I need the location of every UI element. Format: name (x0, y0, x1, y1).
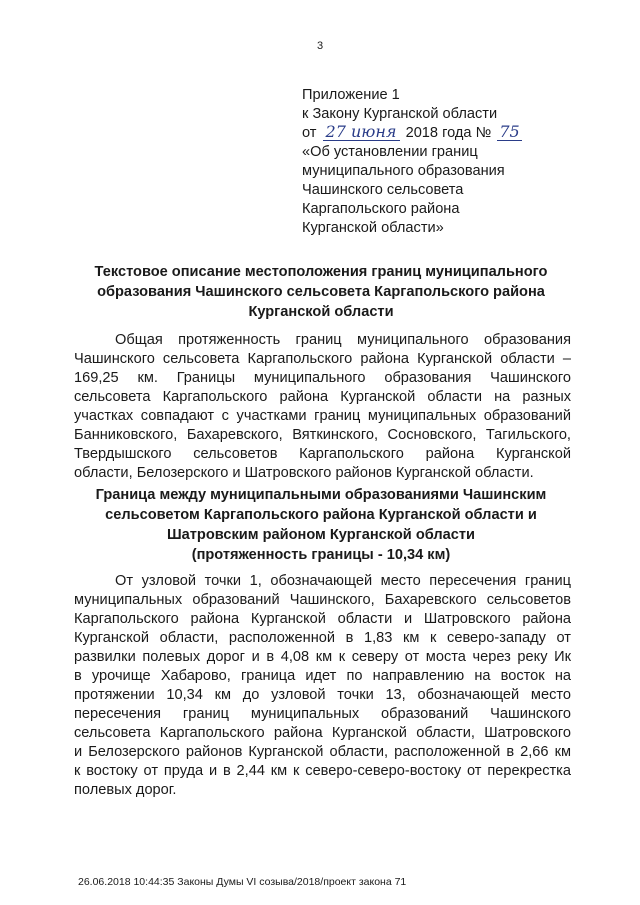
appendix-law-title-3: Чашинского сельсовета (302, 182, 464, 198)
document-footer: 26.06.2018 10:44:35 Законы Думы VI созыва/2018/проект закона 71 (78, 876, 407, 888)
paragraph-line: в урочище Хабарово, граница идет по направлению на восток на (74, 668, 571, 684)
section-title (78, 485, 564, 565)
appendix-law-title-1: «Об установлении границ (302, 144, 478, 160)
appendix-title: Приложение 1 (302, 87, 400, 103)
section-title-line: сельсоветом Каргапольского района Курганской области и (105, 507, 537, 523)
paragraph-line: области, Белозерского и Шатровского районов Курганской области. (74, 465, 534, 481)
handwritten-law-number: 75 (499, 122, 520, 141)
paragraph-line: Каргапольского района Курганской области и Шатровского района (74, 611, 571, 627)
paragraph-line: участках совпадают с участками границ муниципальных образований (74, 408, 571, 424)
paragraph-line: Общая протяженность границ муниципального образования (115, 332, 571, 348)
year-label: 2018 года № (405, 125, 492, 141)
from-label: от (302, 125, 317, 141)
appendix-date-line (302, 124, 602, 143)
paragraph-line: к востоку от пруда и в 2,44 км к северо-северо-востоку от перекрестка (74, 763, 571, 779)
paragraph-line: Курганской области, расположенной в 1,83 км к северо-западу от (74, 630, 571, 646)
paragraph-line: Твердышского сельсоветов Каргапольского района Курганской (74, 446, 571, 462)
section-title-line: (протяженность границы - 10,34 км) (191, 547, 451, 563)
paragraph-line: От узловой точки 1, обозначающей место пересечения границ (115, 573, 571, 589)
paragraph-line: 169,25 км. Границы муниципального образования Чашинского (74, 370, 571, 386)
appendix-law-title-4: Каргапольского района (302, 201, 460, 217)
appendix-law-title-5: Курганской области» (302, 220, 444, 236)
appendix-law-reference: к Закону Курганской области (302, 106, 498, 122)
paragraph-line: и Белозерского районов Курганской области, расположенной в 2,66 км (74, 744, 571, 760)
appendix-header (302, 86, 602, 238)
paragraph-line: пересечения границ муниципальных образований Чашинского (74, 706, 571, 722)
handwritten-date: 27 июня (323, 124, 400, 141)
paragraph-boundary-description (74, 572, 571, 800)
paragraph-total-length (74, 331, 571, 483)
main-title (78, 262, 564, 322)
page-number: 3 (316, 40, 324, 52)
paragraph-line: Чашинского сельсовета Каргапольского района Курганской области – (74, 351, 571, 367)
main-title-line: Курганской области (248, 304, 394, 320)
paragraph-line: протяжении 10,34 км до узловой точки 13, обозначающей место (74, 687, 571, 703)
section-title-line: Шатровским районом Курганской области (166, 527, 476, 543)
paragraph-line: сельсовета Каргапольского района Курганской области на разных (74, 389, 571, 405)
main-title-line: образования Чашинского сельсовета Каргапольского района (97, 284, 545, 300)
paragraph-line: развилки полевых дорог и в 4,08 км к северу от моста через реку Ик (74, 649, 571, 665)
section-title-line: Граница между муниципальными образованиями Чашинским (95, 487, 547, 503)
paragraph-line: муниципальных образований Чашинского, Бахаревского сельсоветов (74, 592, 571, 608)
paragraph-line: Банниковского, Бахаревского, Вяткинского, Сосновского, Тагильского, (74, 427, 571, 443)
paragraph-line: сельсовета Каргапольского района Курганской области, Шатровского (74, 725, 571, 741)
main-title-line: Текстовое описание местоположения границ муниципального (94, 264, 548, 280)
appendix-law-title-2: муниципального образования (302, 163, 505, 179)
paragraph-line: полевых дорог. (74, 782, 177, 798)
